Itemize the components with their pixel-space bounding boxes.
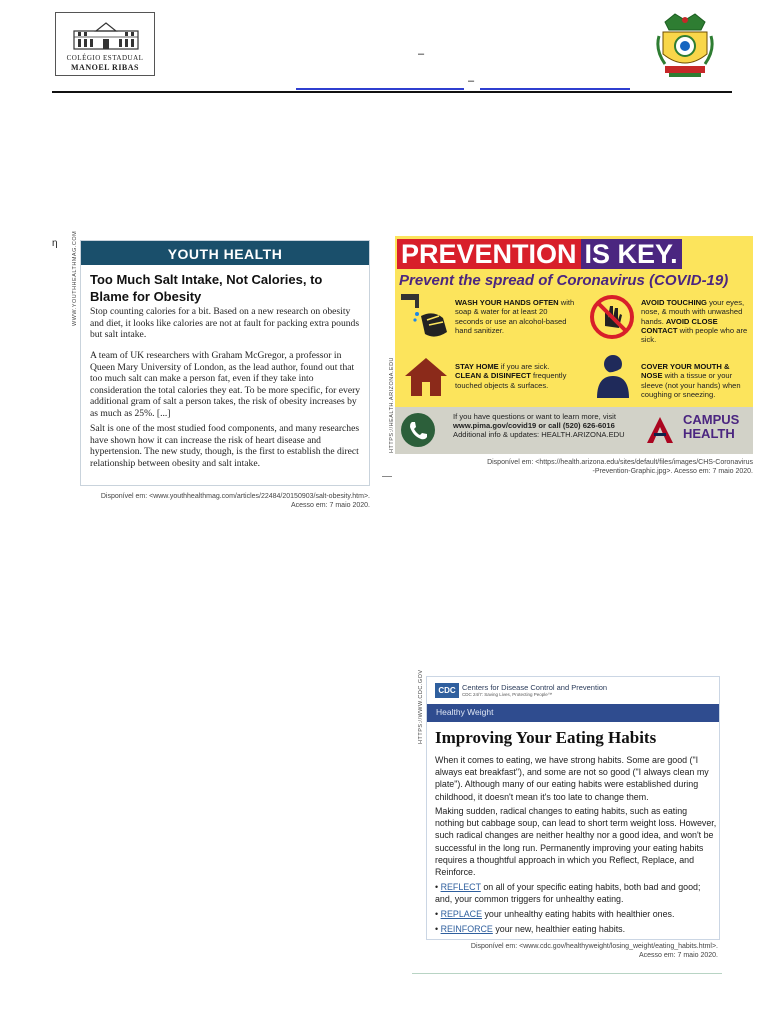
tip-clean-text: frequently touched objects & surfaces. — [455, 371, 567, 390]
bullet-reflect-text: on all of your specific eating habits, both bad and good; and, your common triggers for unhealthy eating. — [435, 882, 701, 905]
tip-wash-hands — [455, 298, 575, 335]
school-name-line1: COLÉGIO ESTADUAL — [66, 54, 144, 62]
side-source-url — [412, 669, 424, 746]
tip-cover-mouth-heading: COVER YOUR MOUTH & NOSE — [641, 362, 730, 381]
school-logo — [55, 12, 155, 76]
poster-title — [397, 238, 682, 270]
header-dash-bottom: – — [468, 75, 475, 87]
contact-line-1: If you have questions or want to learn more, visit — [453, 412, 616, 421]
cdc-logo: CDC — [435, 683, 459, 698]
university-of-arizona-logo-icon — [645, 415, 675, 445]
contact-line-2: www.pima.gov/covid19 or call (520) 626-6016 — [453, 421, 615, 431]
margin-mark: ƞ — [52, 238, 58, 249]
tip-cover-mouth-text: with a tissue or your sleeve (not your hands) when coughing or sneezing. — [641, 371, 741, 399]
campus-health-brand: CAMPUS HEALTH — [683, 412, 740, 441]
source-line-1: Disponível em: <https://health.arizona.edu/sites/default/files/images/CHS-Coronavirus — [487, 459, 753, 466]
bullet-reinforce-text: your new, healthier eating habits. — [492, 924, 626, 934]
poster-title-prevention: PREVENTION — [397, 239, 581, 269]
tip-wash-hands-text: with soap & water for at least 20 seconds or use an alcohol-based hand sanitizer. — [455, 298, 575, 335]
replace-link[interactable]: REPLACE — [440, 909, 483, 919]
side-url-text: HTTPS://WWW.CDC.GOV — [418, 669, 424, 744]
no-touching-icon — [589, 294, 635, 340]
section-band — [81, 241, 369, 265]
source-citation — [426, 942, 718, 960]
header-link-underline-right[interactable] — [480, 88, 630, 90]
contact-bar — [395, 407, 753, 454]
poster-title-is-key: IS KEY. — [581, 239, 682, 269]
article-panel — [426, 676, 720, 940]
header-links[interactable] — [296, 75, 630, 91]
article-title: Improving Your Eating Habits — [435, 728, 657, 747]
tip-stay-home-heading: STAY HOME — [455, 362, 499, 371]
side-source-url — [66, 230, 78, 330]
article-title: Too Much Salt Intake, Not Calories, to Blame for Obesity — [90, 272, 323, 304]
school-name-line2: MANOEL RIBAS — [70, 63, 139, 72]
poster-subtitle: Prevent the spread of Coronavirus (COVID-19) — [399, 272, 729, 289]
hand-washing-icon — [399, 292, 451, 340]
reflect-link[interactable]: REFLECT — [440, 882, 481, 892]
contact-text — [453, 412, 633, 440]
tip-avoid-contact-heading: AVOID CLOSE CONTACT — [641, 316, 718, 335]
source-citation — [80, 492, 370, 510]
reinforce-link[interactable]: REINFORCE — [440, 924, 493, 934]
cdc-article-card — [412, 669, 722, 976]
phone-icon — [401, 413, 435, 447]
source-line-2: -Prevention-Graphic.jpg>. Acesso em: 7 maio 2020. — [592, 468, 753, 475]
tip-avoid-touching — [641, 298, 751, 344]
header-divider — [52, 91, 732, 93]
tip-wash-hands-heading: WASH YOUR HANDS OFTEN — [455, 298, 559, 307]
side-url-text: HTTPS://HEALTH.ARIZONA.EDU — [389, 356, 395, 453]
tip-stay-home-text: if you are sick. — [498, 362, 550, 371]
article-paragraph-2: Making sudden, radical changes to eating habits, such as eating nothing but cabbage soup, can lead to short term weight loss. However, such radical changes are neither healthy nor a good idea, and won't be successful in the long run. Permanently improving your eating habits requires a thoughtful approach in which you Reflect, Replace, and Reinforce. — [435, 806, 717, 878]
tip-cover-mouth — [641, 362, 751, 399]
prevention-poster-card — [382, 236, 754, 476]
bullet-reinforce: • REINFORCE your new, healthier eating habits. — [435, 924, 626, 934]
bullet-replace: • REPLACE your unhealthy eating habits with healthier ones. — [435, 909, 675, 919]
rio-grande-do-sul-coat-of-arms-icon — [655, 10, 715, 80]
section-label: Healthy Weight — [436, 707, 494, 717]
tip-clean-heading: CLEAN & DISINFECT — [455, 371, 531, 381]
bullet-reflect: • REFLECT on all of your specific eating habits, both bad and good; and, your common triggers for unhealthy eating. — [435, 882, 701, 905]
article-paragraph-1: When it comes to eating, we have strong habits. Some are good ("I always eat breakfast"), and some are not so good ("I always clean my plate"). Although many of our eating habits were established during childhood, it doesn't mean it's too late to change them. — [435, 755, 709, 802]
article-paragraph-1: Stop counting calories for a bit. Based on a new research on obesity and diet, it looks like calories are not at fault for packing extra pounds but salt intake. — [90, 306, 360, 341]
source-line-1: Disponível em: <www.cdc.gov/healthyweight/losing_weight/eating_habits.html>. — [470, 943, 718, 950]
section-tag: YOUTH HEALTH — [167, 246, 283, 262]
tip-avoid-contact-text: with people who are sick. — [641, 325, 748, 345]
source-line-2: Acesso em: 7 maio 2020. — [291, 502, 370, 509]
contact-line-3: Additional info & updates: HEALTH.ARIZONA.EDU — [453, 430, 625, 440]
prevention-poster — [395, 236, 753, 454]
article-panel — [80, 240, 370, 486]
header-dash-top: – — [418, 48, 425, 60]
side-url-text: WWW.YOUTHHEALTHMAG.COM — [72, 230, 78, 326]
home-icon — [403, 356, 449, 398]
bottom-rule — [412, 973, 722, 974]
cough-cover-icon — [591, 352, 635, 400]
cdc-tagline: CDC 24/7: Saving Lives, Protecting People™ — [462, 692, 553, 697]
source-line-1: Disponível em: <www.youthhealthmag.com/articles/22484/20150903/salt-obesity.htm>. — [100, 493, 370, 500]
bullet-replace-text: your unhealthy eating habits with healthier ones. — [482, 909, 675, 919]
tip-avoid-touching-heading: AVOID TOUCHING — [641, 298, 707, 307]
school-building-icon — [70, 21, 142, 51]
header-link-underline-left[interactable] — [296, 88, 464, 90]
margin-tick — [382, 476, 392, 477]
article-paragraph-3: Salt is one of the most studied food components, and many researches have shown how it can increase the risk of heart disease and hypertension. The new study, though, is the first to establish the direct relationship between obesity and salt intake. — [90, 423, 360, 469]
tip-stay-home — [455, 362, 575, 390]
source-citation — [395, 458, 753, 476]
youth-health-article-card — [66, 230, 372, 515]
cdc-org-name: Centers for Disease Control and Prevention — [462, 683, 608, 692]
section-band — [427, 704, 719, 722]
tip-avoid-touching-text: your eyes, nose, & mouth with unwashed hands. — [641, 298, 745, 326]
side-source-url — [382, 356, 394, 456]
source-line-2: Acesso em: 7 maio 2020. — [639, 952, 718, 959]
article-paragraph-2: A team of UK researchers with Graham McGregor, a professor in Queen Mary University of London, as the lead author, found out that too much salt can make a person fat, even if they take into consideration the total calories they eat. To be more specific, for every additional gram of salt a person takes, the risk of obesity increases by as much as 25%. [...] — [90, 350, 361, 419]
